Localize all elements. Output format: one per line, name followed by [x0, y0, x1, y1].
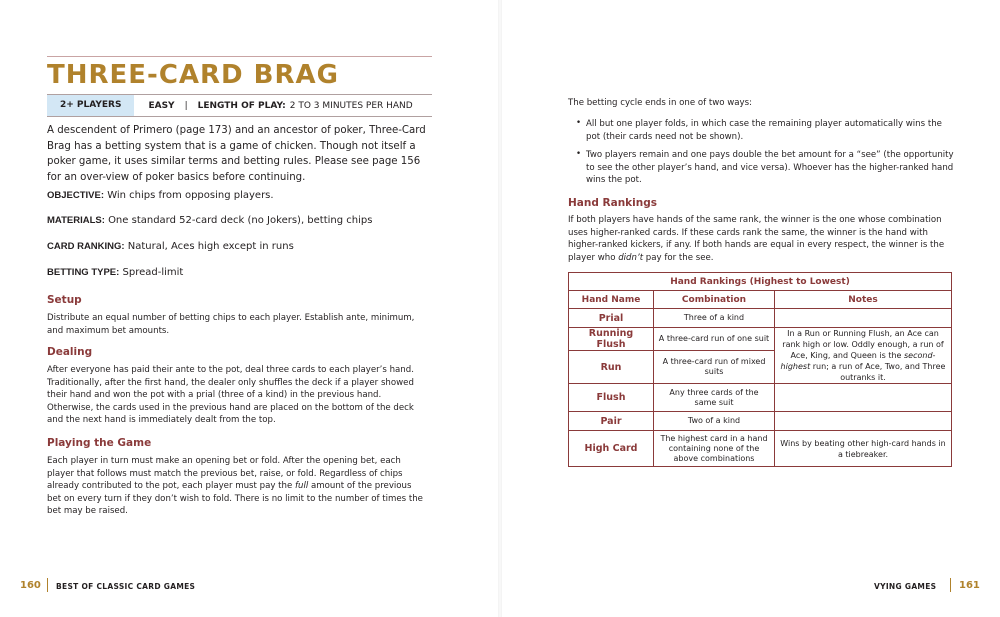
hand-name-cell: Run	[569, 351, 654, 384]
combination-cell: A three-card run of one suit	[654, 328, 775, 351]
bullet-2-text: Two players remain and one pays double the bet amount for a “see” (the opportunity to see the other player’s hand, and vice versa). Whoever has the higher-ranked hand wins the pot.	[586, 150, 954, 186]
bullet-1-glyph: •	[576, 118, 582, 128]
materials-value: One standard 52-card deck (no Jokers), betting chips	[108, 215, 373, 226]
notes-cell: Wins by beating other high-card hands in a tiebreaker.	[775, 431, 952, 467]
betting-type-label: BETTING TYPE:	[47, 267, 120, 278]
game-meta-bar	[47, 94, 432, 117]
difficulty-label: EASY	[148, 100, 175, 111]
right-page	[500, 0, 1000, 617]
col-header-combination: Combination	[654, 291, 775, 309]
card-ranking-line	[47, 240, 432, 254]
meta-separator: |	[184, 100, 188, 111]
hand-name-cell: High Card	[569, 431, 654, 467]
combination-cell: The highest card in a hand containing none of the above combinations	[654, 431, 775, 467]
hand-rankings-heading: Hand Rankings	[568, 197, 657, 209]
left-page-number: 160	[20, 580, 41, 591]
hand-name-cell: Flush	[569, 384, 654, 412]
card-ranking-label: CARD RANKING:	[47, 241, 125, 252]
playing-text: Each player in turn must make an opening bet or fold. After the opening bet, each player that follows must match the previous bet, raise, or fold. Regardless of chips already contributed to the pot, each player must pay the full amount of the previous bet on every turn if they don’t wish to fold. There is no limit to the number of times the bet may be raised.	[47, 456, 423, 517]
playing-heading: Playing the Game	[47, 437, 152, 449]
dealing-heading: Dealing	[47, 346, 93, 358]
hand-name-cell: Prial	[569, 309, 654, 328]
dealing-text: After everyone has paid their ante to the pot, deal three cards to each player’s hand. Traditionally, after the first hand, the dealer only shuffles the deck if a player showed their hand and won the pot with a prial (three of a kind) in the previous hand. Otherwise, the cards used in the previous hand are placed on the bottom of the deck and the next hand is immediately dealt from the top.	[47, 365, 414, 426]
notes-cell-runs: In a Run or Running Flush, an Ace can rank high or low. Oddly enough, a run of Ace, King, and Queen is the second-highest run; a run of Ace, Two, and Three outranks it.	[775, 328, 952, 384]
table-row	[569, 328, 952, 351]
bullet-1-text: All but one player folds, in which case the remaining player automatically wins the pot (their cards need not be shown).	[586, 119, 942, 142]
notes-cell	[775, 412, 952, 431]
cycle-intro: The betting cycle ends in one of two ways:	[568, 98, 753, 108]
right-running-head: VYING GAMES	[874, 582, 937, 591]
card-ranking-value: Natural, Aces high except in runs	[127, 241, 294, 252]
hand-name-cell: Running Flush	[569, 328, 654, 351]
players-badge: 2+ PLAYERS	[47, 95, 134, 116]
hand-rankings-table	[568, 272, 952, 467]
betting-type-value: Spread-limit	[122, 267, 184, 278]
betting-type-line	[47, 266, 432, 280]
hand-rankings-text: If both players have hands of the same rank, the winner is the one whose combination uses higher-ranked cards. If these cards rank the same, the winner is the hand with higher-ranked kickers, if any. If both hands are equal in every respect, the winner is the player who didn’t pay for the see.	[568, 215, 945, 263]
page-title: THREE-CARD BRAG	[47, 60, 339, 90]
bullet-2-glyph: •	[576, 149, 582, 159]
objective-label: OBJECTIVE:	[47, 190, 105, 201]
objective-line	[47, 189, 432, 203]
col-header-notes: Notes	[775, 291, 952, 309]
objective-value: Win chips from opposing players.	[107, 190, 274, 201]
length-value: 2 TO 3 MINUTES PER HAND	[289, 100, 413, 111]
length-label: LENGTH OF PLAY:	[197, 100, 286, 111]
right-folio-bar	[950, 578, 951, 592]
materials-line	[47, 214, 432, 228]
right-page-number: 161	[959, 580, 980, 591]
combination-cell: Two of a kind	[654, 412, 775, 431]
table-caption: Hand Rankings (Highest to Lowest)	[569, 273, 952, 291]
notes-cell	[775, 309, 952, 328]
left-running-head: BEST OF CLASSIC CARD GAMES	[56, 582, 196, 591]
title-rule	[47, 56, 432, 57]
table-row	[569, 309, 952, 328]
left-folio-bar	[47, 578, 48, 592]
notes-cell	[775, 384, 952, 412]
intro-paragraph: A descendent of Primero (page 173) and an ancestor of poker, Three-Card Brag has a betting system that is a game of chicken. Though not itself a poker game, it uses similar terms and betting rules. Please see page 156 for an over-view of poker basics before continuing.	[47, 125, 426, 183]
setup-heading: Setup	[47, 294, 82, 306]
table-row	[569, 384, 952, 412]
combination-cell: A three-card run of mixed suits	[654, 351, 775, 384]
materials-label: MATERIALS:	[47, 215, 105, 226]
combination-cell: Three of a kind	[654, 309, 775, 328]
table-row	[569, 412, 952, 431]
combination-cell: Any three cards of the same suit	[654, 384, 775, 412]
table-row	[569, 431, 952, 467]
setup-text: Distribute an equal number of betting chips to each player. Establish ante, minimum, and maximum bet amounts.	[47, 313, 415, 336]
hand-name-cell: Pair	[569, 412, 654, 431]
col-header-hand-name: Hand Name	[569, 291, 654, 309]
